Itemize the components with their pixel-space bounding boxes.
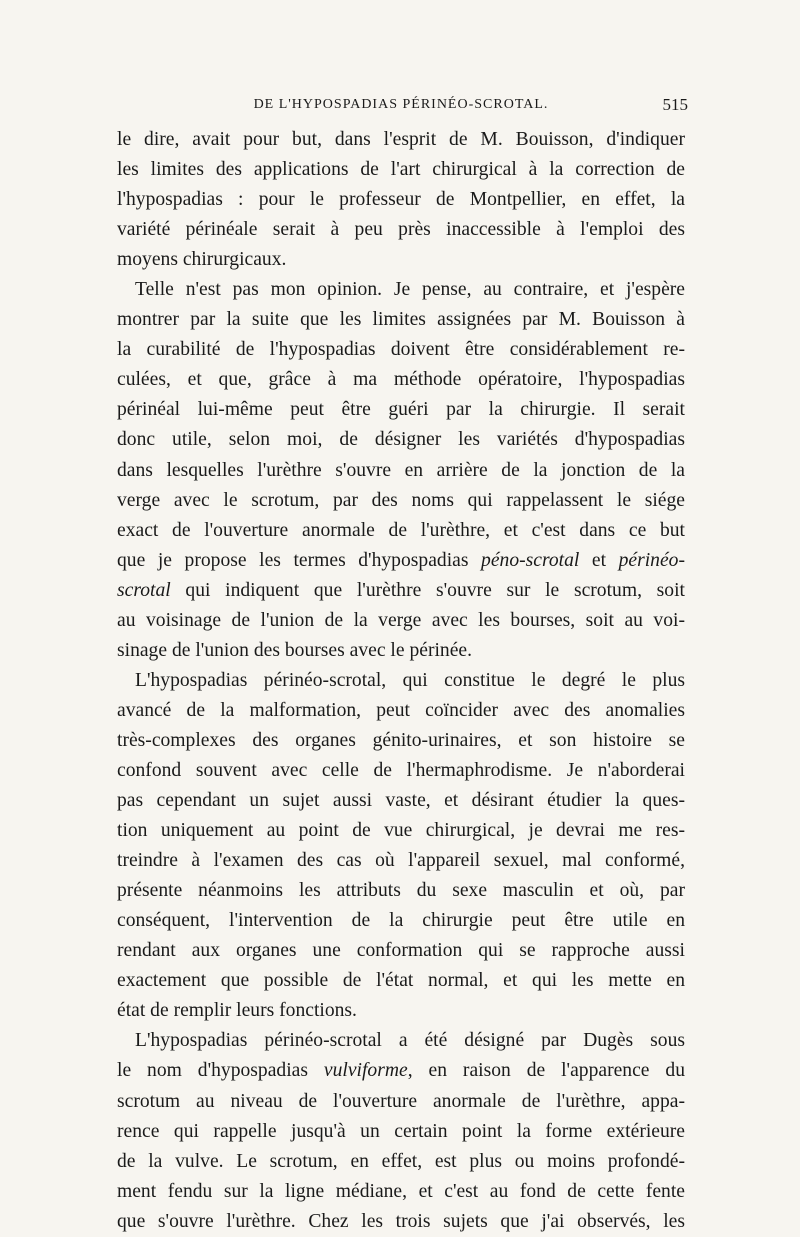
text-line: treindre à l'examen des cas où l'appareil sexuel, mal conformé, xyxy=(117,850,685,872)
text-line: les limites des applications de l'art chirurgical à la correction de xyxy=(117,159,685,181)
text-line: rendant aux organes une conformation qui se rapproche aussi xyxy=(117,940,685,962)
italic-term: péno-scrotal xyxy=(481,549,580,571)
text-line: moyens chirurgicaux. xyxy=(117,249,287,271)
text-line: ment fendu sur la ligne médiane, et c'est au fond de cette fente xyxy=(117,1180,685,1202)
body-text xyxy=(117,125,685,1237)
running-header xyxy=(114,94,688,116)
text-line: dans lesquelles l'urèthre s'ouvre en arrière de la jonction de la xyxy=(117,459,685,481)
italic-term: vulviforme xyxy=(323,1060,408,1082)
text-line: Telle n'est pas mon opinion. Je pense, au contraire, et j'espère xyxy=(135,279,685,301)
text-line xyxy=(117,546,685,576)
text-run: que je propose les termes d'hypospadias xyxy=(117,549,482,571)
text-line: présente néanmoins les attributs du sexe masculin et où, par xyxy=(117,880,685,902)
text-run: et xyxy=(579,549,619,571)
page-number: 515 xyxy=(662,95,688,114)
text-line: confond souvent avec celle de l'hermaphrodisme. Je n'aborderai xyxy=(117,759,685,781)
text-line: sinage de l'union des bourses avec le périnée. xyxy=(117,639,473,661)
text-line: L'hypospadias périnéo-scrotal a été désigné par Dugès sous xyxy=(135,1030,685,1052)
text-line: exactement que possible de l'état normal, et qui les mette en xyxy=(117,970,685,992)
text-line: culées, et que, grâce à ma méthode opératoire, l'hypospadias xyxy=(117,369,685,391)
text-line: très-complexes des organes génito-urinaires, et son histoire se xyxy=(117,729,685,751)
text-line: de la vulve. Le scrotum, en effet, est plus ou moins profondé- xyxy=(117,1150,685,1172)
text-line: que s'ouvre l'urèthre. Chez les trois sujets que j'ai observés, les xyxy=(117,1210,685,1232)
text-line xyxy=(117,576,685,606)
text-line: variété périnéale serait à peu près inaccessible à l'emploi des xyxy=(117,219,685,241)
text-line: L'hypospadias périnéo-scrotal, qui constitue le degré le plus xyxy=(135,669,685,691)
text-line: la curabilité de l'hypospadias doivent être considérablement re- xyxy=(117,339,685,361)
text-line: le dire, avait pour but, dans l'esprit de M. Bouisson, d'indiquer xyxy=(117,129,685,150)
italic-term: périnéo- xyxy=(618,549,686,571)
text-line xyxy=(117,1056,685,1086)
text-line: état de remplir leurs fonctions. xyxy=(117,1000,357,1022)
text-line: donc utile, selon moi, de désigner les variétés d'hypospadias xyxy=(117,429,685,451)
text-line: pas cependant un sujet aussi vaste, et désirant étudier la ques- xyxy=(117,790,685,812)
text-line: avancé de la malformation, peut coïncider avec des anomalies xyxy=(117,699,685,721)
text-line: conséquent, l'intervention de la chirurgie peut être utile en xyxy=(117,910,685,932)
text-line: exact de l'ouverture anormale de l'urèthre, et c'est dans ce but xyxy=(117,519,685,541)
italic-term: scrotal xyxy=(117,579,171,601)
text-line: périnéal lui-même peut être guéri par la chirurgie. Il serait xyxy=(117,399,685,421)
text-line: au voisinage de l'union de la verge avec les bourses, soit au voi- xyxy=(117,609,685,631)
text-line: verge avec le scrotum, par des noms qui rappelassent le siége xyxy=(117,489,685,511)
text-line: scrotum au niveau de l'ouverture anormale de l'urèthre, appa- xyxy=(117,1090,685,1112)
text-run: le nom d'hypospadias xyxy=(117,1060,324,1082)
text-line: rence qui rappelle jusqu'à un certain point la forme extérieure xyxy=(117,1120,685,1142)
text-run: qui indiquent que l'urèthre s'ouvre sur le scrotum, soit xyxy=(170,579,685,601)
text-line: montrer par la suite que les limites assignées par M. Bouisson à xyxy=(117,309,685,331)
running-title: DE L'HYPOSPADIAS PÉRINÉO-SCROTAL. xyxy=(253,97,549,112)
text-line: tion uniquement au point de vue chirurgical, je devrai me res- xyxy=(117,820,685,842)
text-run: , en raison de l'apparence du xyxy=(407,1060,685,1082)
text-line: l'hypospadias : pour le professeur de Montpellier, en effet, la xyxy=(117,189,685,211)
